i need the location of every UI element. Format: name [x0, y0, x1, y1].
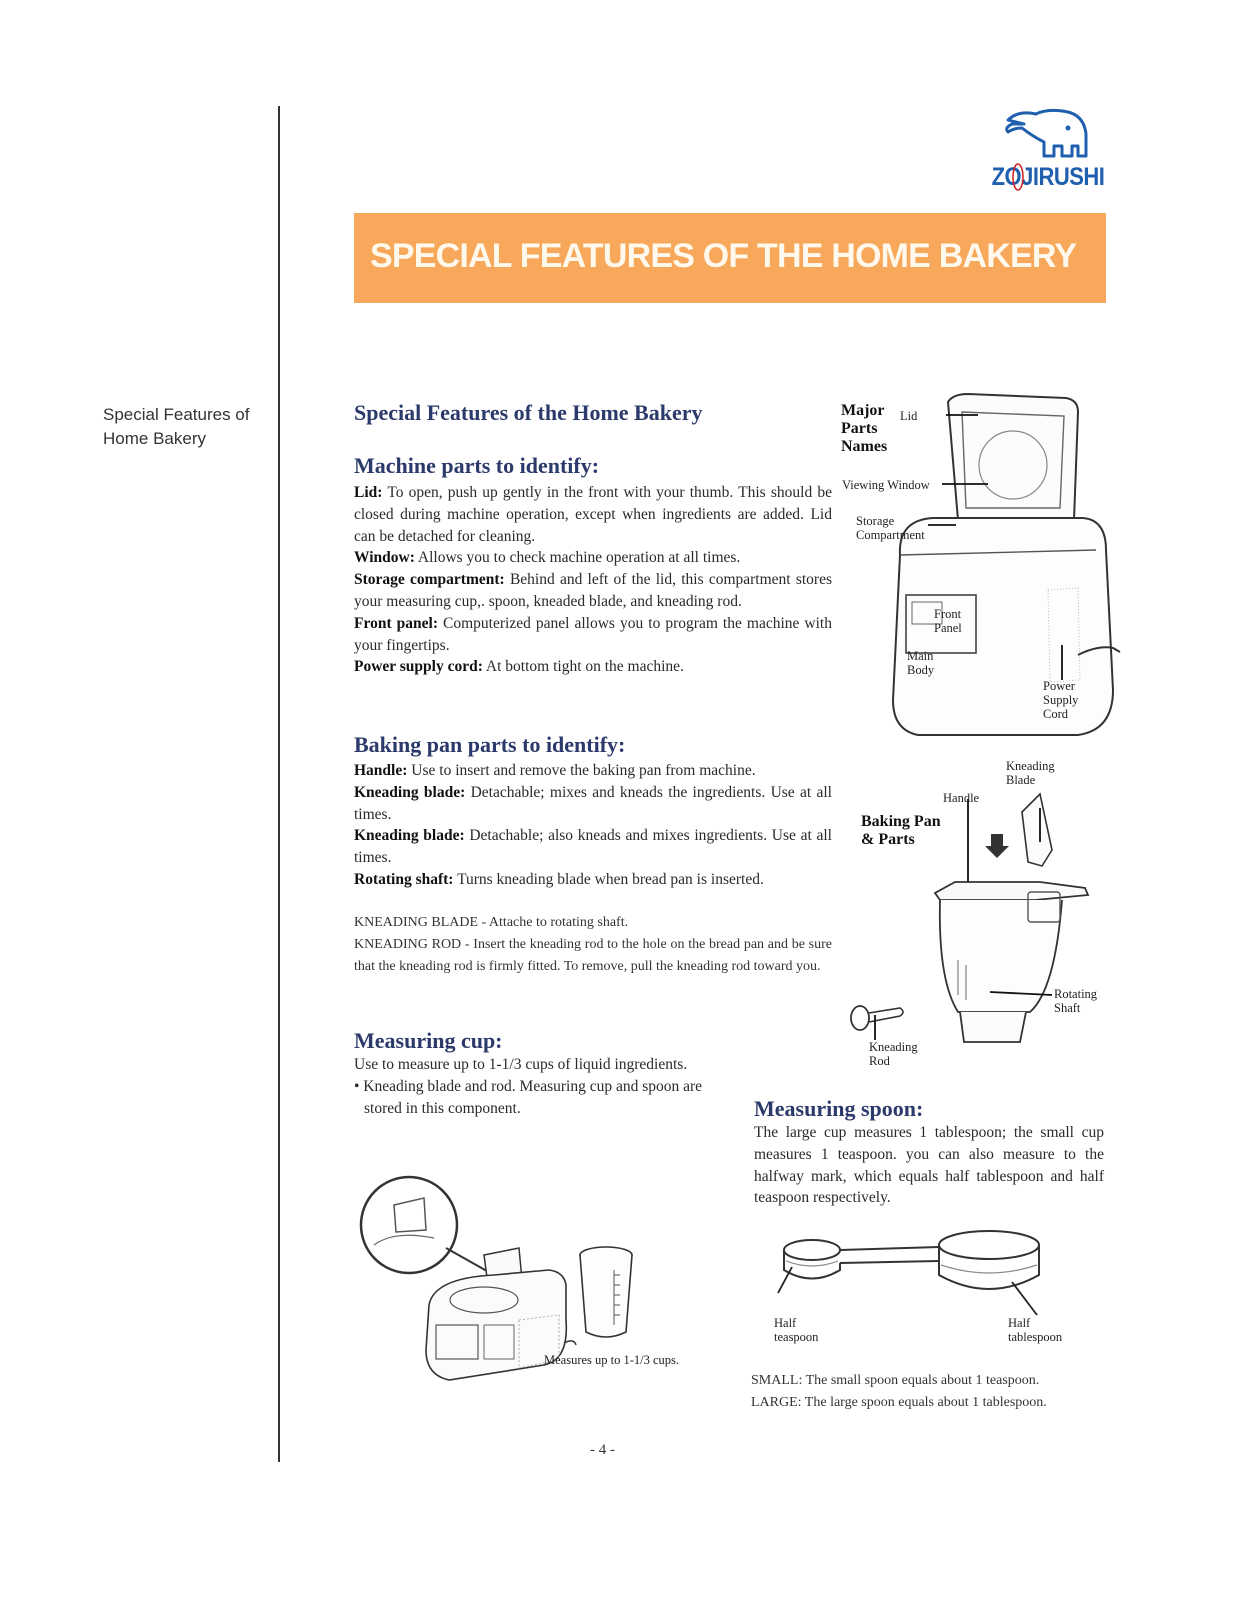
brand-wordmark: ZOJIRUSHI	[991, 162, 1105, 191]
spoon-size-notes	[751, 1370, 1111, 1414]
baking-pan-heading: Baking pan parts to identify:	[354, 732, 626, 757]
label-lid: Lid	[900, 409, 918, 423]
page-number: - 4 -	[590, 1442, 615, 1458]
figure-title-baking-pan: Baking Pan & Parts	[861, 813, 941, 848]
measuring-cup-bullet: • Kneading blade and rod. Measuring cup and spoon are stored in this component.	[354, 1077, 703, 1117]
part-window: Window: Allows you to check machine operation at all times.	[354, 549, 741, 567]
label-power-supply-cord: Power Supply Cord	[1043, 679, 1079, 721]
label-front-panel: Front Panel	[934, 607, 962, 635]
part-power-cord: Power supply cord: At bottom tight on the machine.	[354, 658, 684, 676]
measuring-cup-heading: Measuring cup:	[354, 1028, 503, 1053]
label-main-body: Main Body	[907, 649, 935, 677]
note-small-spoon: SMALL: The small spoon equals about 1 teaspoon.	[751, 1373, 1040, 1388]
baking-pan-figure	[840, 750, 1120, 1070]
label-kneading-blade: Kneading Blade	[1006, 759, 1055, 787]
figure-title-major-parts: Major Parts Names	[841, 402, 888, 455]
machine-parts-list	[354, 482, 832, 678]
vertical-divider	[278, 106, 280, 1462]
machine-parts-heading: Machine parts to identify:	[354, 453, 600, 478]
elephant-logo-icon	[988, 106, 1108, 166]
title-banner	[354, 213, 1106, 303]
label-half-teaspoon: Half teaspoon	[774, 1316, 819, 1344]
banner-title: SPECIAL FEATURES OF THE HOME BAKERY	[370, 237, 1077, 275]
note-large-spoon: LARGE: The large spoon equals about 1 tablespoon.	[751, 1395, 1047, 1410]
baking-pan-list	[354, 760, 832, 891]
measuring-spoon-figure	[754, 1225, 1104, 1355]
label-viewing-window: Viewing Window	[842, 478, 930, 492]
measuring-cup-figure	[354, 1160, 724, 1400]
sidebar-section-label: Special Features of Home Bakery	[103, 405, 250, 448]
pan-kneading-blade-1: Kneading blade: Detachable; mixes and kneads the ingredients. Use at all times.	[354, 783, 832, 823]
part-front-panel: Front panel: Computerized panel allows you to program the machine with your fingertips.	[354, 614, 832, 654]
kneading-notes	[354, 912, 832, 978]
part-lid: Lid: To open, push up gently in the front with your thumb. This should be closed during machine operation, except when ingredients are added. Lid can be detached for cleaning.	[354, 484, 832, 545]
label-rotating-shaft: Rotating Shaft	[1054, 987, 1098, 1015]
brand-logo	[988, 106, 1108, 192]
pan-rotating-shaft: Rotating shaft: Turns kneading blade when bread pan is inserted.	[354, 870, 764, 888]
measuring-cup-caption: Measures up to 1-1/3 cups.	[544, 1353, 680, 1367]
logo-ring-icon	[1008, 162, 1028, 192]
baking-pan-illustration	[840, 750, 1120, 1070]
label-kneading-rod: Kneading Rod	[869, 1040, 918, 1068]
page-title: Special Features of the Home Bakery	[354, 400, 703, 425]
note-kneading-blade: KNEADING BLADE - Attache to rotating shaft.	[354, 915, 629, 930]
major-parts-figure	[838, 390, 1123, 740]
measuring-cup-text: Use to measure up to 1-1/3 cups of liquid ingredients. • Kneading blade and rod. Measuring cup and spoon are stored in this component.	[354, 1054, 728, 1119]
pan-kneading-blade-2: Kneading blade: Detachable; also kneads and mixes ingredients. Use at all times.	[354, 827, 832, 867]
label-storage-compartment: Storage Compartment	[856, 514, 925, 542]
pan-handle: Handle: Use to insert and remove the baking pan from machine.	[354, 762, 756, 779]
measuring-spoon-heading: Measuring spoon:	[754, 1096, 924, 1121]
measuring-spoon-text: The large cup measures 1 tablespoon; the small cup measures 1 teaspoon. you can also measure to the halfway mark, which equals half tablespoon and half teaspoon respectively.	[754, 1124, 1104, 1207]
part-storage: Storage compartment: Behind and left of the lid, this compartment stores your measuring cup,. spoon, kneaded blade, and kneading rod.	[354, 571, 832, 610]
label-half-tablespoon: Half tablespoon	[1008, 1316, 1063, 1344]
note-kneading-rod: KNEADING ROD - Insert the kneading rod to the hole on the bread pan and be sure that the kneading rod is firmly fitted. To remove, pull the kneading rod toward you.	[354, 937, 832, 974]
label-handle: Handle	[943, 791, 980, 805]
